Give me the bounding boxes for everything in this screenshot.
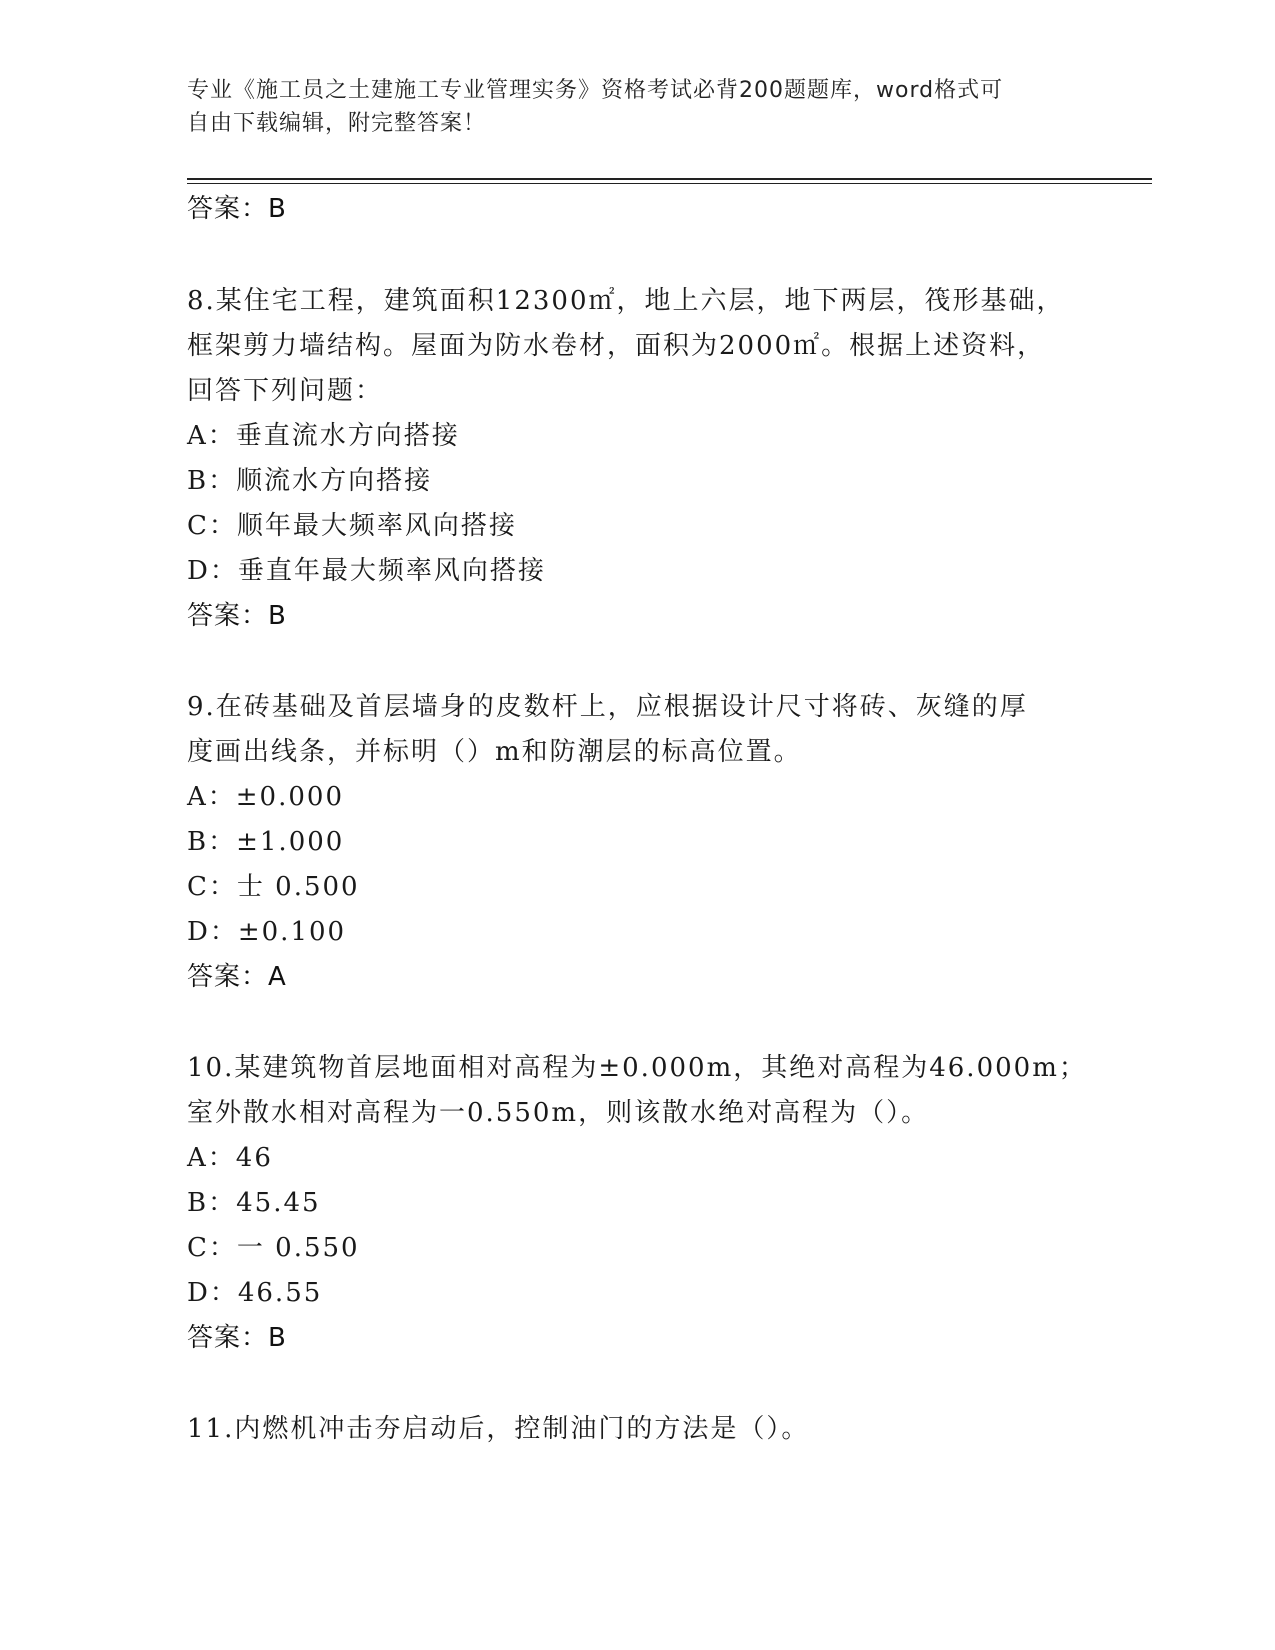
option-b: B：45.45 [187, 1188, 321, 1218]
option-b: B：±1.000 [187, 827, 345, 857]
answer: 答案：B [187, 601, 287, 631]
option-c: C：一 0.550 [187, 1233, 360, 1263]
question-stem-line: 室外散水相对高程为一0.550m，则该散水绝对高程为（）。 [187, 1098, 930, 1128]
question-stem-line: 回答下列问题： [187, 376, 384, 406]
previous-answer: 答案：B [187, 194, 287, 224]
option-d: D：垂直年最大频率风向搭接 [187, 556, 546, 586]
option-a: A：±0.000 [187, 782, 344, 812]
header-divider-thin [187, 183, 1152, 184]
answer: 答案：A [187, 962, 287, 992]
option-a: A：46 [187, 1143, 273, 1173]
document-header [187, 74, 1067, 140]
option-a: A：垂直流水方向搭接 [187, 421, 460, 451]
option-d: D：46.55 [187, 1278, 323, 1308]
header-line-2: 自由下载编辑，附完整答案！ [187, 111, 487, 136]
answer: 答案：B [187, 1323, 287, 1353]
option-c: C：士 0.500 [187, 872, 360, 902]
question-stem-line: 8.某住宅工程，建筑面积12300㎡，地上六层，地下两层，筏形基础， [187, 286, 1065, 316]
option-b: B：顺流水方向搭接 [187, 466, 433, 496]
question-stem-line: 框架剪力墙结构。屋面为防水卷材，面积为2000㎡。根据上述资料， [187, 331, 1046, 361]
question-stem-line: 10.某建筑物首层地面相对高程为±0.000m，其绝对高程为46.000m； [187, 1053, 1087, 1083]
header-line-1: 专业《施工员之土建施工专业管理实务》资格考试必背200题题库，word格式可 [187, 78, 1004, 103]
question-stem-line: 9.在砖基础及首层墙身的皮数杆上，应根据设计尺寸将砖、灰缝的厚 [187, 692, 1028, 722]
question-stem-line: 11.内燃机冲击夯启动后，控制油门的方法是（）。 [187, 1414, 810, 1444]
option-d: D：±0.100 [187, 917, 347, 947]
option-c: C：顺年最大频率风向搭接 [187, 511, 517, 541]
question-stem-line: 度画出线条，并标明（）m和防潮层的标高位置。 [187, 737, 802, 767]
header-divider-thick [187, 178, 1152, 180]
